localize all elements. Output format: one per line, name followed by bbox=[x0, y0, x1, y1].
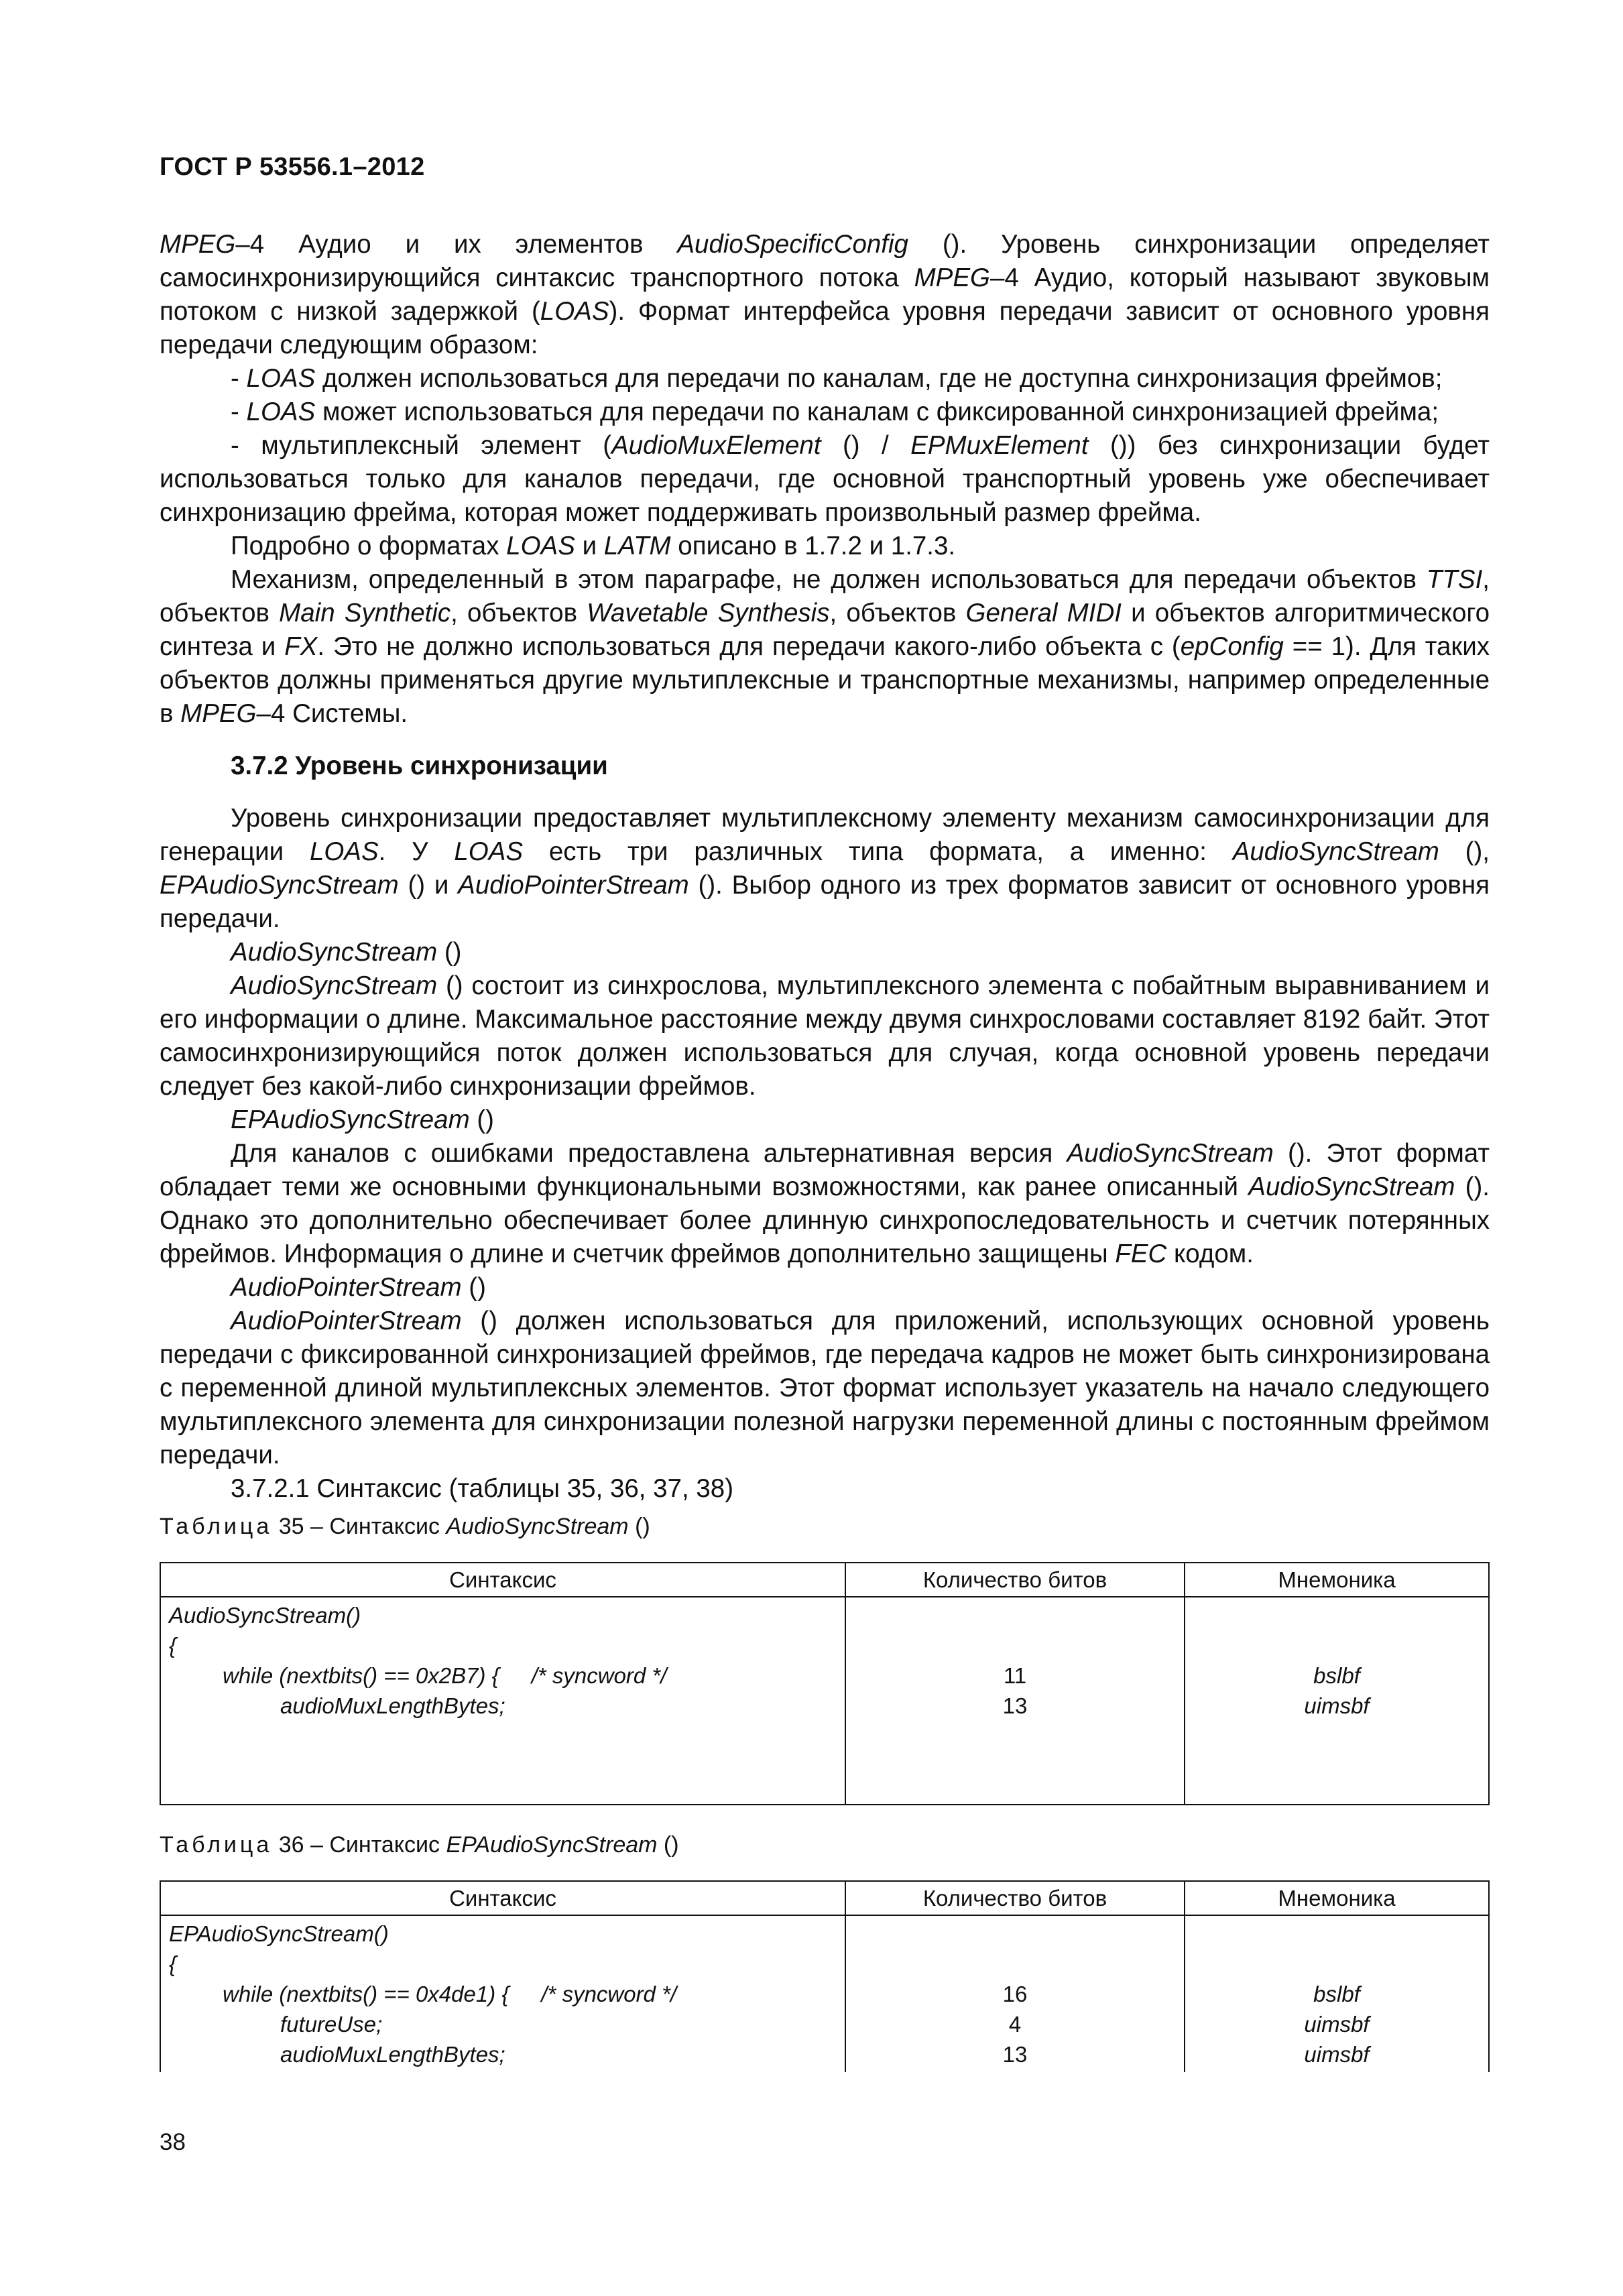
bits-cell bbox=[845, 1597, 1185, 1805]
text-run: , объектов bbox=[829, 599, 966, 627]
subheading bbox=[160, 936, 1490, 969]
subheading bbox=[160, 1103, 1490, 1137]
section-heading: 3.7.2 Уровень синхронизации bbox=[231, 751, 608, 780]
syntax-cell bbox=[160, 1915, 845, 2072]
mnemonic-value bbox=[1193, 1919, 1480, 1949]
mnemonic-value bbox=[1193, 1600, 1480, 1630]
column-header: Мнемоника bbox=[1185, 1881, 1489, 1915]
bits-cell bbox=[845, 1915, 1185, 2072]
italic-term: AudioSyncStream bbox=[231, 971, 438, 1000]
italic-term: FEC bbox=[1115, 1240, 1167, 1268]
text-run: –4 Аудио, который называют звуковым потоком с низкой задержкой ( bbox=[160, 263, 1490, 326]
paragraph bbox=[160, 1137, 1490, 1271]
column-header: Мнемоника bbox=[1185, 1563, 1489, 1597]
code-comment: /* syncword */ bbox=[541, 1982, 677, 2006]
italic-term: LOAS bbox=[309, 837, 379, 866]
text-run: . Это не должно использоваться для передачи какого-либо объекта с ( bbox=[317, 632, 1181, 661]
code-text: AudioSyncStream() bbox=[169, 1603, 361, 1628]
text-run: , объектов bbox=[450, 599, 587, 627]
code-line bbox=[169, 2039, 837, 2069]
text-run: () bbox=[461, 1273, 486, 1302]
code-line bbox=[169, 1949, 837, 1979]
table-header-row bbox=[160, 1563, 1489, 1597]
mnemonic-cell bbox=[1185, 1915, 1489, 2072]
text-run: () bbox=[469, 1105, 494, 1134]
mnemonic-value bbox=[1193, 1949, 1480, 1979]
italic-term: FX bbox=[284, 632, 318, 661]
code-text: EPAudioSyncStream() bbox=[169, 1921, 389, 1946]
syntax-table-36 bbox=[160, 1880, 1490, 2072]
italic-term: MPEG bbox=[180, 699, 257, 728]
caption-prefix: Таблица bbox=[160, 1514, 273, 1539]
text-run: должен использоваться для передачи по каналам, где не доступна синхронизация фреймов; bbox=[315, 364, 1443, 393]
italic-term: MPEG bbox=[914, 263, 990, 292]
paragraph bbox=[160, 802, 1490, 936]
text-run: 3.7.2.1 Синтаксис (таблицы 35, 36, 37, 38) bbox=[231, 1474, 734, 1503]
italic-term: AudioPointerStream bbox=[458, 871, 689, 900]
text-run: Механизм, определенный в этом параграфе, не должен использоваться для передачи объектов bbox=[231, 565, 1427, 594]
paragraph bbox=[160, 969, 1490, 1103]
bits-value: 13 bbox=[1002, 2042, 1028, 2067]
bits-value bbox=[854, 1919, 1176, 1949]
caption-suffix: () bbox=[628, 1514, 650, 1539]
text-run: (). Уровень синхронизации определяет самосинхронизирующийся синтаксис транспортного потока bbox=[160, 230, 1490, 292]
italic-term: General MIDI bbox=[965, 599, 1122, 627]
mnemonic-value: bslbf bbox=[1313, 1982, 1360, 2006]
text-run: и объектов алгоритмического синтеза и bbox=[160, 599, 1490, 661]
list-item bbox=[160, 396, 1490, 429]
page-number: 38 bbox=[160, 2129, 186, 2155]
text-run: (), bbox=[1439, 837, 1490, 866]
italic-term: LOAS bbox=[246, 364, 316, 393]
column-header: Синтаксис bbox=[160, 1881, 845, 1915]
text-run: () должен использоваться для приложений, использующих основной уровень передачи с фиксированной синхронизацией фреймов, где передача кадров не может быть синхронизирована с переменной длиной мультиплексных элементов. Этот формат использует указатель на начало следующего мультиплексного элемента для синхронизации полезной нагрузки переменной длины с постоянным фреймом передачи. bbox=[160, 1307, 1490, 1469]
text-run: () и bbox=[398, 871, 459, 900]
paragraph bbox=[160, 1305, 1490, 1472]
subsection-heading bbox=[160, 1472, 1490, 1506]
italic-term: LOAS bbox=[540, 297, 609, 326]
bits-value bbox=[854, 1630, 1176, 1660]
caption-text: 35 – Синтаксис bbox=[272, 1514, 446, 1539]
syntax-table-35 bbox=[160, 1562, 1490, 1805]
bits-value bbox=[854, 1949, 1176, 1979]
code-text: futureUse; bbox=[280, 2012, 383, 2037]
mnemonic-value: uimsbf bbox=[1304, 2042, 1370, 2067]
text-run: кодом. bbox=[1166, 1240, 1254, 1268]
caption-name: EPAudioSyncStream bbox=[446, 1832, 658, 1858]
table-row bbox=[160, 1597, 1489, 1805]
bits-value bbox=[854, 1600, 1176, 1630]
table-row bbox=[160, 1915, 1489, 2072]
bits-value: 11 bbox=[1003, 1663, 1027, 1688]
paragraph bbox=[160, 563, 1490, 731]
text-run: , объектов bbox=[160, 565, 1490, 627]
italic-term: EPAudioSyncStream bbox=[231, 1105, 470, 1134]
italic-term: EPMuxElement bbox=[910, 431, 1089, 460]
table-35-caption bbox=[160, 1511, 1490, 1542]
italic-term: epConfig bbox=[1180, 632, 1284, 661]
mnemonic-value: uimsbf bbox=[1304, 1693, 1370, 1718]
text-run: () / bbox=[821, 431, 911, 460]
code-text: { bbox=[169, 1951, 177, 1976]
caption-suffix: () bbox=[657, 1832, 679, 1858]
column-header: Количество битов bbox=[845, 1563, 1185, 1597]
text-run: и bbox=[575, 532, 604, 560]
column-header: Количество битов bbox=[845, 1881, 1185, 1915]
caption-text: 36 – Синтаксис bbox=[272, 1832, 446, 1858]
code-text: while (nextbits() == 0x4de1) { bbox=[223, 1982, 509, 2006]
text-run: Подробно о форматах bbox=[231, 532, 507, 560]
paragraph bbox=[160, 530, 1490, 563]
caption-prefix: Таблица bbox=[160, 1832, 273, 1858]
italic-term: AudioPointerStream bbox=[231, 1307, 462, 1335]
italic-term: MPEG bbox=[160, 230, 236, 259]
italic-term: EPAudioSyncStream bbox=[160, 871, 399, 900]
code-line bbox=[169, 1630, 837, 1660]
italic-term: TTSI bbox=[1426, 565, 1483, 594]
code-line bbox=[169, 1979, 837, 2009]
text-run: Уровень синхронизации предоставляет мультиплексному элементу механизм самосинхронизации для генерации bbox=[160, 804, 1490, 866]
bits-value: 16 bbox=[1002, 1982, 1028, 2006]
text-run: –4 Системы. bbox=[256, 699, 408, 728]
code-line bbox=[169, 2009, 837, 2039]
italic-term: LOAS bbox=[454, 837, 524, 866]
code-line bbox=[169, 1691, 837, 1721]
mnemonic-value bbox=[1193, 1630, 1480, 1660]
text-run: (). Этот формат обладает теми же основными функциональными возможностями, как ранее описанный bbox=[160, 1139, 1490, 1201]
mnemonic-value: uimsbf bbox=[1304, 2012, 1370, 2037]
text-run: . У bbox=[378, 837, 455, 866]
list-item bbox=[160, 362, 1490, 396]
italic-term: Main Synthetic bbox=[279, 599, 451, 627]
italic-term: AudioSyncStream bbox=[1232, 837, 1439, 866]
text-run: - bbox=[231, 364, 247, 393]
bits-value: 4 bbox=[1008, 2012, 1022, 2037]
page-content bbox=[160, 228, 1490, 2072]
text-run: (). Однако это дополнительно обеспечивает более длинную синхропоследовательность и счетчик потерянных фреймов. Информация о длине и счетчик фреймов дополнительно защищены bbox=[160, 1172, 1490, 1268]
column-header: Синтаксис bbox=[160, 1563, 845, 1597]
italic-term: AudioSpecificConfig bbox=[677, 230, 908, 259]
standard-header: ГОСТ Р 53556.1–2012 bbox=[160, 153, 425, 181]
table-36-caption bbox=[160, 1829, 1490, 1860]
italic-term: Wavetable Synthesis bbox=[587, 599, 830, 627]
code-line bbox=[169, 1600, 837, 1630]
text-run: –4 Аудио и их элементов bbox=[235, 230, 678, 259]
italic-term: LOAS bbox=[506, 532, 575, 560]
text-run: - мультиплексный элемент ( bbox=[231, 431, 612, 460]
text-run: (). Выбор одного из трех форматов зависит от основного уровня передачи. bbox=[160, 871, 1490, 933]
text-run: - bbox=[231, 398, 247, 426]
text-run: есть три различных типа формата, а именно: bbox=[523, 837, 1233, 866]
text-run: описано в 1.7.2 и 1.7.3. bbox=[670, 532, 956, 560]
text-run: ). Формат интерфейса уровня передачи зависит от основного уровня передачи следующим образом: bbox=[160, 297, 1490, 359]
italic-term: AudioSyncStream bbox=[231, 938, 438, 967]
paragraph bbox=[160, 228, 1490, 362]
text-run: может использоваться для передачи по каналам с фиксированной синхронизацией фрейма; bbox=[315, 398, 1439, 426]
code-comment: /* syncword */ bbox=[531, 1663, 667, 1688]
bits-value: 13 bbox=[1002, 1693, 1028, 1718]
text-run: () bbox=[437, 938, 462, 967]
italic-term: LOAS bbox=[246, 398, 316, 426]
code-text: audioMuxLengthBytes; bbox=[280, 1693, 505, 1718]
mnemonic-cell bbox=[1185, 1597, 1489, 1805]
italic-term: AudioSyncStream bbox=[1248, 1172, 1455, 1201]
code-text: while (nextbits() == 0x2B7) { bbox=[223, 1663, 499, 1688]
italic-term: AudioSyncStream bbox=[1067, 1139, 1274, 1168]
italic-term: AudioPointerStream bbox=[231, 1273, 462, 1302]
syntax-cell bbox=[160, 1597, 845, 1805]
italic-term: AudioMuxElement bbox=[611, 431, 821, 460]
code-text: audioMuxLengthBytes; bbox=[280, 2042, 505, 2067]
code-text: { bbox=[169, 1633, 177, 1658]
mnemonic-value: bslbf bbox=[1313, 1663, 1360, 1688]
caption-name: AudioSyncStream bbox=[446, 1514, 629, 1539]
text-run: ()) без синхронизации будет использоваться только для каналов передачи, где основной транспортный уровень уже обеспечивает синхронизацию фрейма, которая может поддерживать произвольный размер фрейма. bbox=[160, 431, 1490, 527]
italic-term: LATM bbox=[603, 532, 671, 560]
code-line bbox=[169, 1660, 837, 1691]
subheading bbox=[160, 1271, 1490, 1305]
code-line bbox=[169, 1919, 837, 1949]
table-header-row bbox=[160, 1881, 1489, 1915]
text-run: == 1). Для таких объектов должны применяться другие мультиплексные и транспортные механизмы, например определенные в bbox=[160, 632, 1490, 728]
text-run: Для каналов с ошибками предоставлена альтернативная версия bbox=[231, 1139, 1067, 1168]
text-run: () состоит из синхрослова, мультиплексного элемента с побайтным выравниванием и его информации о длине. Максимальное расстояние между двумя синхрословами составляет 8192 байт. Этот самосинхронизирующийся поток должен использоваться для случая, когда основной уровень передачи следует без какой-либо синхронизации фреймов. bbox=[160, 971, 1490, 1101]
list-item bbox=[160, 429, 1490, 530]
